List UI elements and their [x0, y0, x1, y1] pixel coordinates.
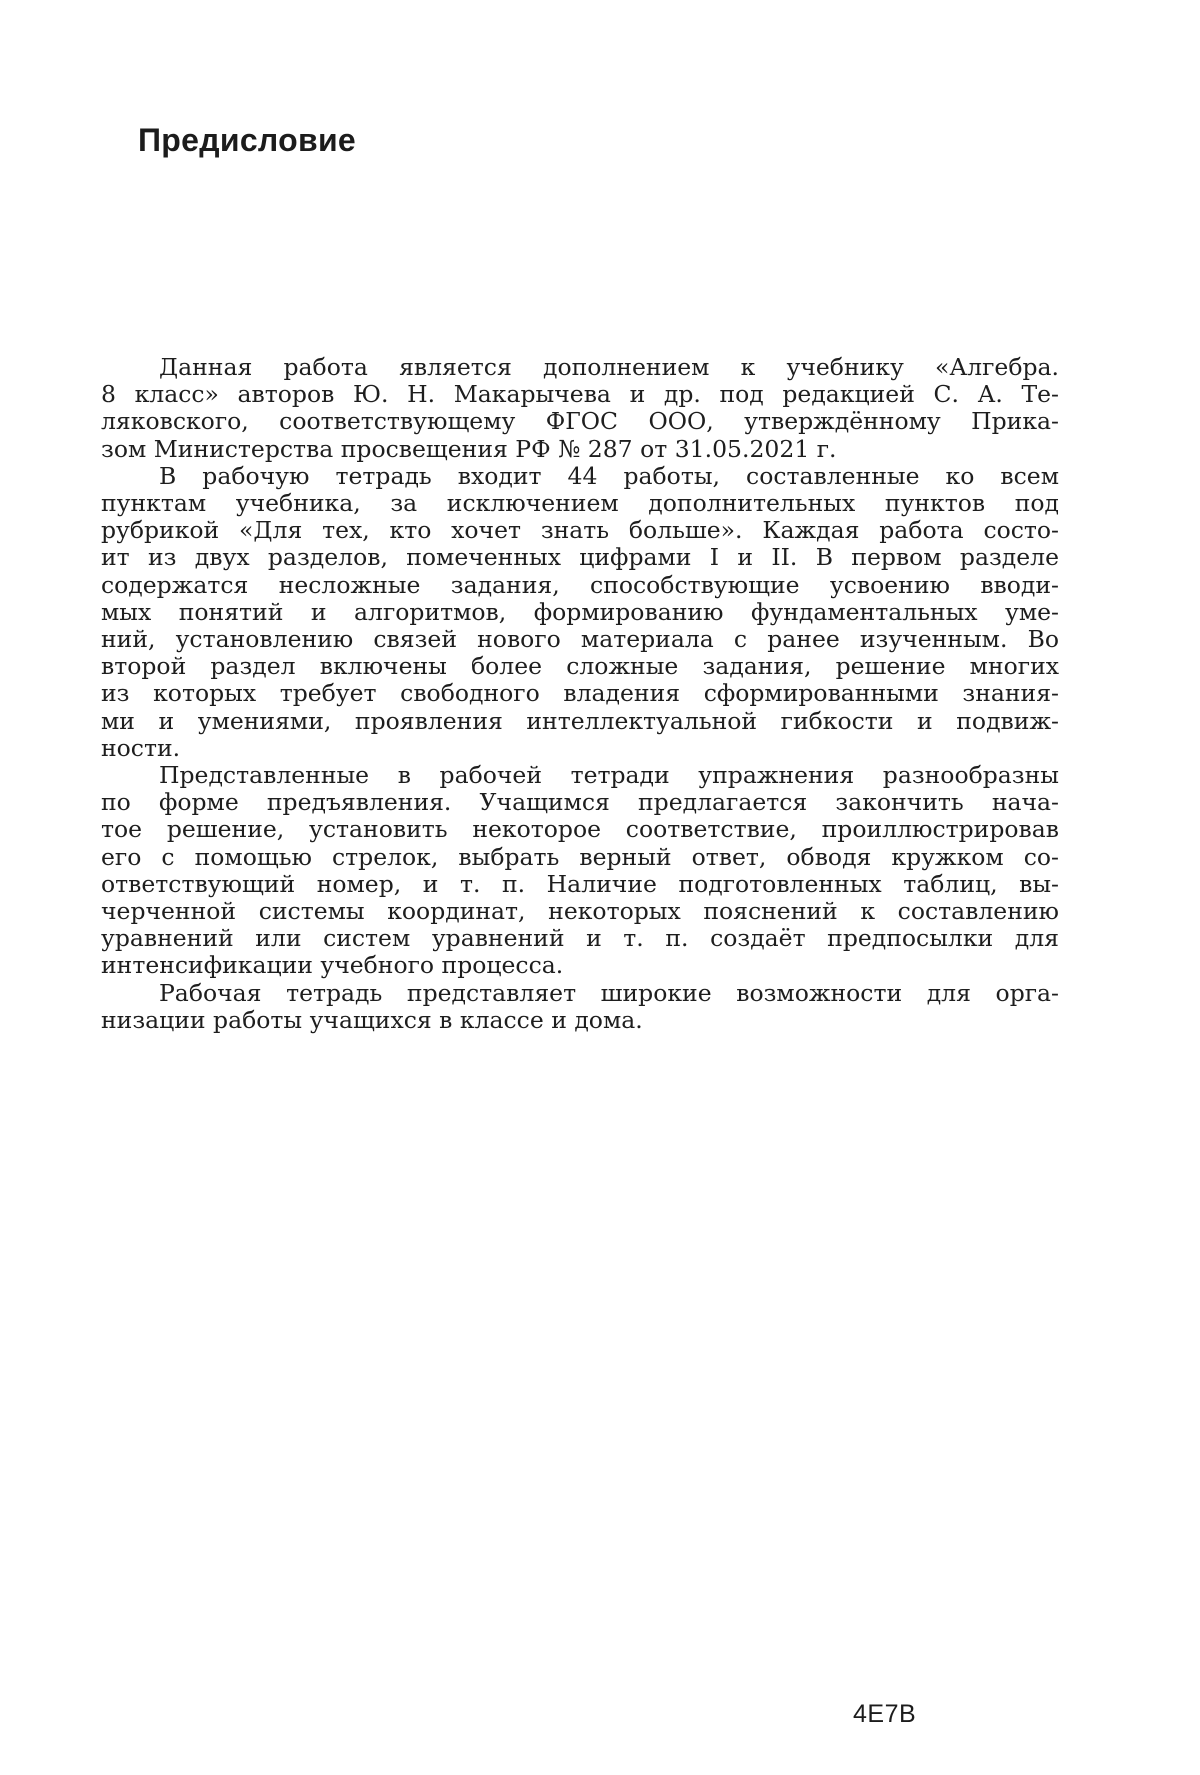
- text-line: Рабочая тетрадь представляет широкие возможности для орга-: [159, 978, 1059, 1007]
- text-line: черченной системы координат, некоторых пояснений к составлению: [101, 897, 1059, 926]
- paragraph-1: [101, 354, 1059, 463]
- text-line: Представленные в рабочей тетради упражнения разнообразны: [159, 761, 1059, 790]
- text-line: его с помощью стрелок, выбрать верный ответ, обводя кружком со-: [101, 842, 1059, 871]
- text-line: мых понятий и алгоритмов, формированию фундаментальных уме-: [101, 597, 1059, 626]
- text-line: 8 класс» авторов Ю. Н. Макарычева и др. под редакцией С. А. Те-: [101, 380, 1059, 409]
- text-line: уравнений или систем уравнений и т. п. создаёт предпосылки для: [101, 924, 1059, 953]
- text-line: ми и умениями, проявления интеллектуальной гибкости и подвиж-: [101, 706, 1059, 735]
- text-line: второй раздел включены более сложные задания, решение многих: [101, 652, 1059, 681]
- text-line: зом Министерства просвещения РФ № 287 от 31.05.2021 г.: [101, 434, 837, 463]
- text-line: ит из двух разделов, помеченных цифрами I и II. В первом разделе: [101, 543, 1059, 572]
- text-line: ответствующий номер, и т. п. Наличие подготовленных таблиц, вы-: [101, 869, 1059, 898]
- page-code: 4E7B: [853, 1700, 917, 1728]
- paragraph-3: [101, 762, 1059, 980]
- paragraph-4: [101, 980, 1059, 1034]
- text-line: низации работы учащихся в классе и дома.: [101, 1005, 643, 1034]
- preface-body: [101, 354, 1059, 1034]
- text-line: тое решение, установить некоторое соответствие, проиллюстрировав: [101, 815, 1059, 844]
- text-line: ляковского, соответствующему ФГОС ООО, утверждённому Прика-: [101, 407, 1059, 436]
- text-line: пунктам учебника, за исключением дополнительных пунктов под: [101, 489, 1059, 518]
- page-title: Предисловие: [138, 122, 357, 158]
- text-line: В рабочую тетрадь входит 44 работы, составленные ко всем: [159, 461, 1059, 490]
- text-line: ности.: [101, 733, 181, 762]
- text-line: интенсификации учебного процесса.: [101, 951, 564, 980]
- text-line: рубрикой «Для тех, кто хочет знать больше». Каждая работа состо-: [101, 516, 1059, 545]
- text-line: Данная работа является дополнением к учебнику «Алгебра.: [159, 353, 1059, 381]
- paragraph-2: [101, 463, 1059, 762]
- text-line: по форме предъявления. Учащимся предлагается закончить нача-: [101, 788, 1059, 817]
- text-line: ний, установлению связей нового материала с ранее изученным. Во: [101, 625, 1059, 654]
- text-line: из которых требует свободного владения сформированными знания-: [101, 679, 1059, 708]
- text-line: содержатся несложные задания, способствующие усвоению вводи-: [101, 570, 1059, 599]
